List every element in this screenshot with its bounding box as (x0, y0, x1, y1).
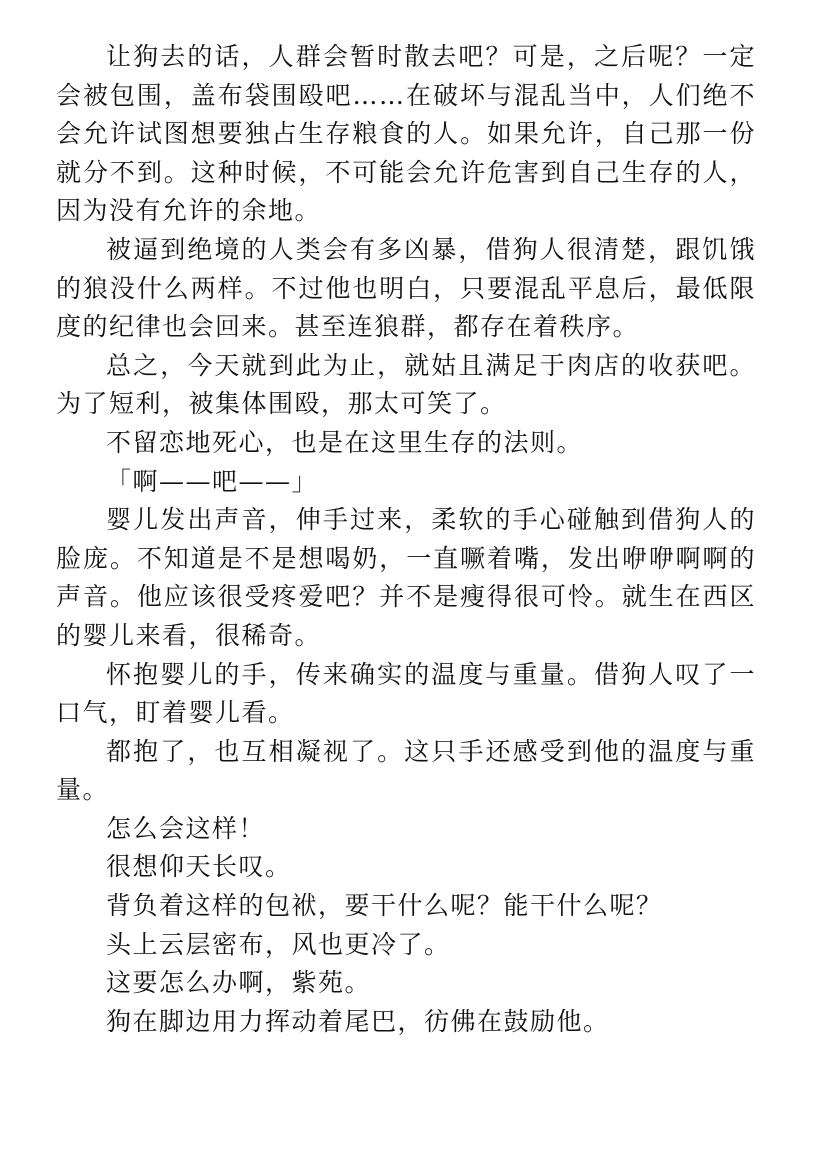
paragraph: 被逼到绝境的人类会有多凶暴，借狗人很清楚，跟饥饿的狼没什么两样。不过他也明白，只要混乱平息后，最低限度的纪律也会回来。甚至连狼群，都存在着秩序。 (56, 234, 756, 342)
paragraph: 头上云层密布，风也更冷了。 (106, 929, 451, 959)
paragraph: 怀抱婴儿的手，传来确实的温度与重量。借狗人叹了一口气，盯着婴儿看。 (56, 659, 756, 728)
paragraph: 狗在脚边用力挥动着尾巴，彷佛在鼓励他。 (106, 1006, 610, 1036)
paragraph: 很想仰天长叹。 (106, 852, 292, 882)
document-page (56, 38, 756, 1041)
paragraph: 背负着这样的包袱，要干什么呢？能干什么呢？ (106, 891, 663, 921)
paragraph: 不留恋地死心，也是在这里生存的法则。 (106, 427, 584, 457)
paragraph: 这要怎么办啊，紫苑。 (106, 968, 372, 998)
paragraph: 怎么会这样！ (106, 813, 266, 843)
paragraph: 都抱了，也互相凝视了。这只手还感受到他的温度与重量。 (56, 736, 756, 805)
paragraph: 让狗去的话，人群会暂时散去吧？可是，之后呢？一定会被包围，盖布袋围殴吧……在破坏与混乱当中，人们绝不会允许试图想要独占生存粮食的人。如果允许，自己那一份就分不到。这种时候，不可能会允许危害到自己生存的人，因为没有允许的余地。 (56, 42, 756, 226)
paragraph: 总之，今天就到此为止，就姑且满足于肉店的收获吧。为了短利，被集体围殴，那太可笑了。 (56, 350, 756, 419)
paragraph: 婴儿发出声音，伸手过来，柔软的手心碰触到借狗人的脸庞。不知道是不是想喝奶，一直噘着嘴，发出咿咿啊啊的声音。他应该很受疼爱吧？并不是瘦得很可怜。就生在西区的婴儿来看，很稀奇。 (56, 505, 756, 650)
paragraph-dialogue: 「啊——吧——」 (106, 466, 319, 496)
